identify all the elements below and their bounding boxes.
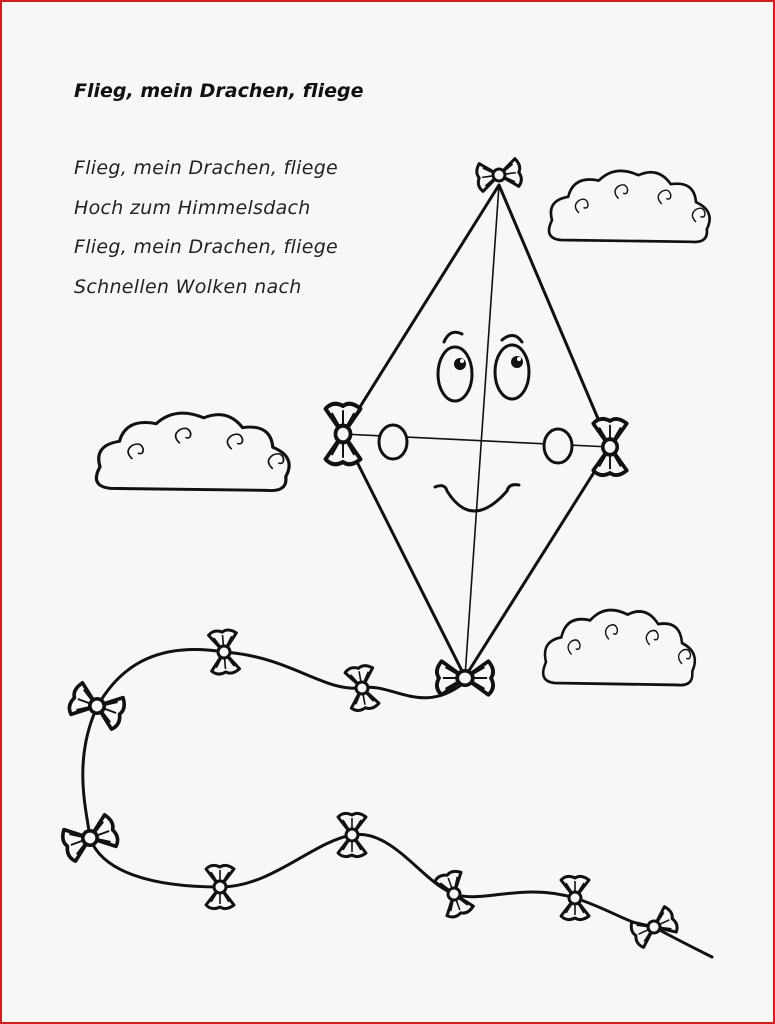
bow-icon (629, 905, 680, 949)
kite-tail-string (83, 649, 712, 957)
kite-icon (343, 185, 610, 677)
cloud-icon (549, 171, 710, 242)
bow-icon (433, 869, 474, 919)
bow-icon (561, 876, 589, 919)
poem-line-3: Flieg, mein Drachen, fliege (74, 236, 339, 258)
poem-line-4: Schnellen Wolken nach (74, 275, 302, 298)
poem-line-2: Hoch zum Himmelsdach (74, 196, 311, 219)
bow-icon (67, 681, 127, 730)
kite-illustration (2, 2, 773, 1022)
cloud-icon (96, 413, 289, 490)
poem-line-1: Flieg, mein Drachen, fliege (74, 157, 339, 179)
poem-title: Flieg, mein Drachen, fliege (74, 80, 364, 102)
bow-icon (60, 813, 120, 862)
cloud-icon (543, 610, 695, 685)
